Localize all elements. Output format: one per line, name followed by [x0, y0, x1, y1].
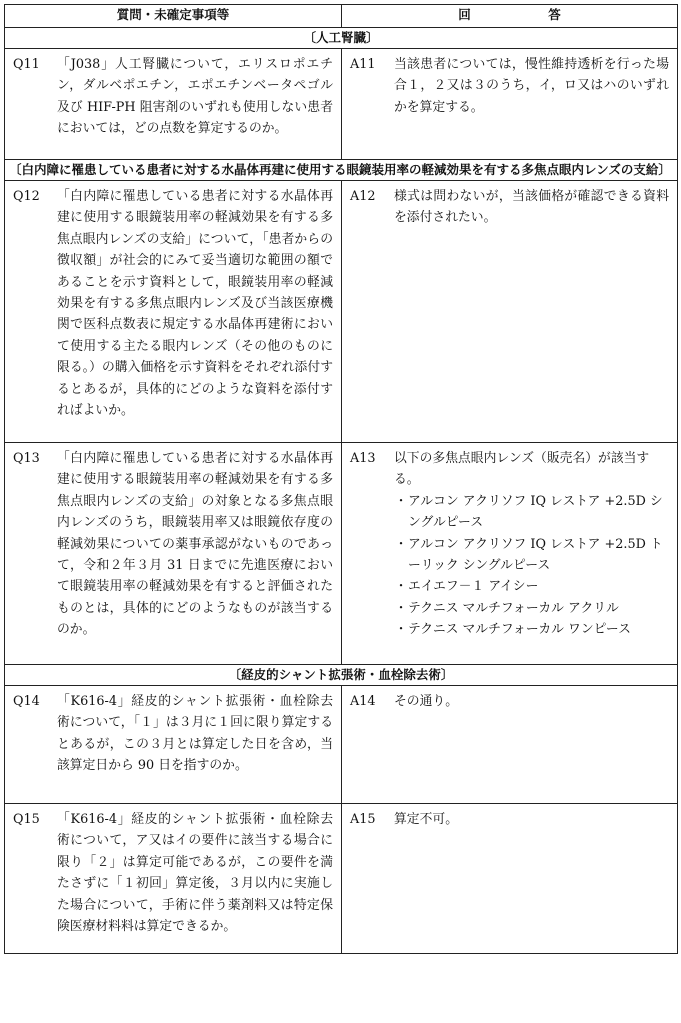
section-title: 〔白内障に罹患している患者に対する水晶体再建に使用する眼鏡装用率の軽減効果を有する多焦点眼内レンズの支給〕	[5, 160, 678, 181]
qa-table	[4, 4, 678, 954]
section-title: 〔人工腎臓〕	[5, 28, 678, 49]
section-title: 〔経皮的シャント拡張術・血栓除去術〕	[5, 665, 678, 686]
question-column-header: 質問・未確定事項等	[5, 5, 342, 28]
qa-row-q11	[5, 49, 678, 160]
qa-row-q13	[5, 443, 678, 665]
lens-name: アルコン アクリソフ IQ レストア +2.5D シングルピース	[408, 493, 663, 531]
question-text: 「白内障に罹患している患者に対する水晶体再建に使用する眼鏡装用率の軽減効果を有する多焦点眼内レンズの支給」について，「患者からの徴収額」が社会的にみて妥当適切な範囲の額であることを示す資料として，眼鏡装用率の軽減効果を有する多焦点眼内レンズ及び当該医療機関で医科点数表に規定する水晶体再建術において使用する主たる眼内レンズ（その他のものに限る。）の購入価格を示す資料をそれぞれ添付するとあるが，具体的にどのような資料を添付すればよいか。	[57, 189, 333, 419]
question-number: Q12	[13, 189, 40, 204]
question-text: 「K616-4」経皮的シャント拡張術・血栓除去術について，「１」は３月に１回に限り算定するとあるが，この３月とは算定した日を含め，当該算定日から 90 日を指すのか。	[57, 694, 333, 774]
table-header-row	[5, 5, 678, 28]
list-item: ・ テクニス マルチフォーカル ワンピース	[394, 619, 669, 640]
answer-number: A15	[350, 812, 376, 827]
question-cell	[5, 804, 342, 954]
answer-number: A12	[350, 189, 376, 204]
list-item: ・ アルコン アクリソフ IQ レストア +2.5D トーリック シングルピース	[394, 534, 669, 577]
question-number: Q14	[13, 694, 40, 709]
list-item: ・ エイエフ－１ アイシー	[394, 576, 669, 597]
answer-text: 以下の多焦点眼内レンズ（販売名）が該当する。	[394, 451, 650, 488]
question-cell	[5, 443, 342, 665]
answer-number: A11	[350, 57, 376, 72]
qa-row-q12	[5, 181, 678, 443]
lens-name: テクニス マルチフォーカル ワンピース	[408, 622, 631, 638]
answer-text: 算定不可。	[394, 812, 458, 827]
answer-text: 当該患者については，慢性維持透析を行った場合１，２又は３のうち，イ，ロ又はハのいずれかを算定する。	[394, 57, 669, 115]
list-item: ・ テクニス マルチフォーカル アクリル	[394, 598, 669, 619]
lens-list	[394, 491, 669, 641]
list-item: ・ アルコン アクリソフ IQ レストア +2.5D シングルピース	[394, 491, 669, 534]
question-text: 「白内障に罹患している患者に対する水晶体再建に使用する眼鏡装用率の軽減効果を有する多焦点眼内レンズの支給」の対象となる多焦点眼内レンズのうち，眼鏡装用率又は眼鏡依存度の軽減効果についての薬事承認がないものであって，令和２年３月 31 日までに先進医療において眼鏡装用率の軽減効果を有すると評価されたものとは，具体的にどのようなものが該当するのか。	[57, 451, 333, 638]
section-row-multifocal-lens	[5, 160, 678, 181]
question-number: Q13	[13, 451, 40, 466]
answer-cell	[342, 804, 678, 954]
section-row-artificial-kidney	[5, 28, 678, 49]
section-row-shunt	[5, 665, 678, 686]
answer-text: 様式は問わないが，当該価格が確認できる資料を添付されたい。	[394, 189, 669, 226]
answer-number: A13	[350, 451, 376, 466]
answer-cell	[342, 49, 678, 160]
question-text: 「K616-4」経皮的シャント拡張術・血栓除去術について，ア又はイの要件に該当する場合に限り「２」は算定可能であるが，この要件を満たさずに「１初回」算定後，３月以内に実施した場合について，手術に伴う薬剤料又は特定保険医療材料料は算定できるか。	[57, 812, 333, 935]
question-cell	[5, 686, 342, 804]
answer-cell	[342, 686, 678, 804]
question-number: Q15	[13, 812, 40, 827]
question-number: Q11	[13, 57, 40, 72]
qa-row-q14	[5, 686, 678, 804]
question-cell	[5, 49, 342, 160]
question-cell	[5, 181, 342, 443]
answer-cell	[342, 181, 678, 443]
lens-name: テクニス マルチフォーカル アクリル	[408, 600, 619, 616]
qa-row-q15	[5, 804, 678, 954]
answer-text: その通り。	[394, 694, 458, 709]
question-text: 「J038」人工腎臓について，エリスロポエチン，ダルベポエチン，エポエチンベータペゴル及び HIF-PH 阻害剤のいずれも使用しない患者においては，どの点数を算定するのか。	[57, 57, 333, 137]
lens-name: アルコン アクリソフ IQ レストア +2.5D トーリック シングルピース	[408, 536, 663, 574]
lens-name: エイエフ－１ アイシー	[408, 579, 539, 595]
answer-number: A14	[350, 694, 376, 709]
answer-cell	[342, 443, 678, 665]
answer-column-header: 回 答	[342, 5, 678, 28]
